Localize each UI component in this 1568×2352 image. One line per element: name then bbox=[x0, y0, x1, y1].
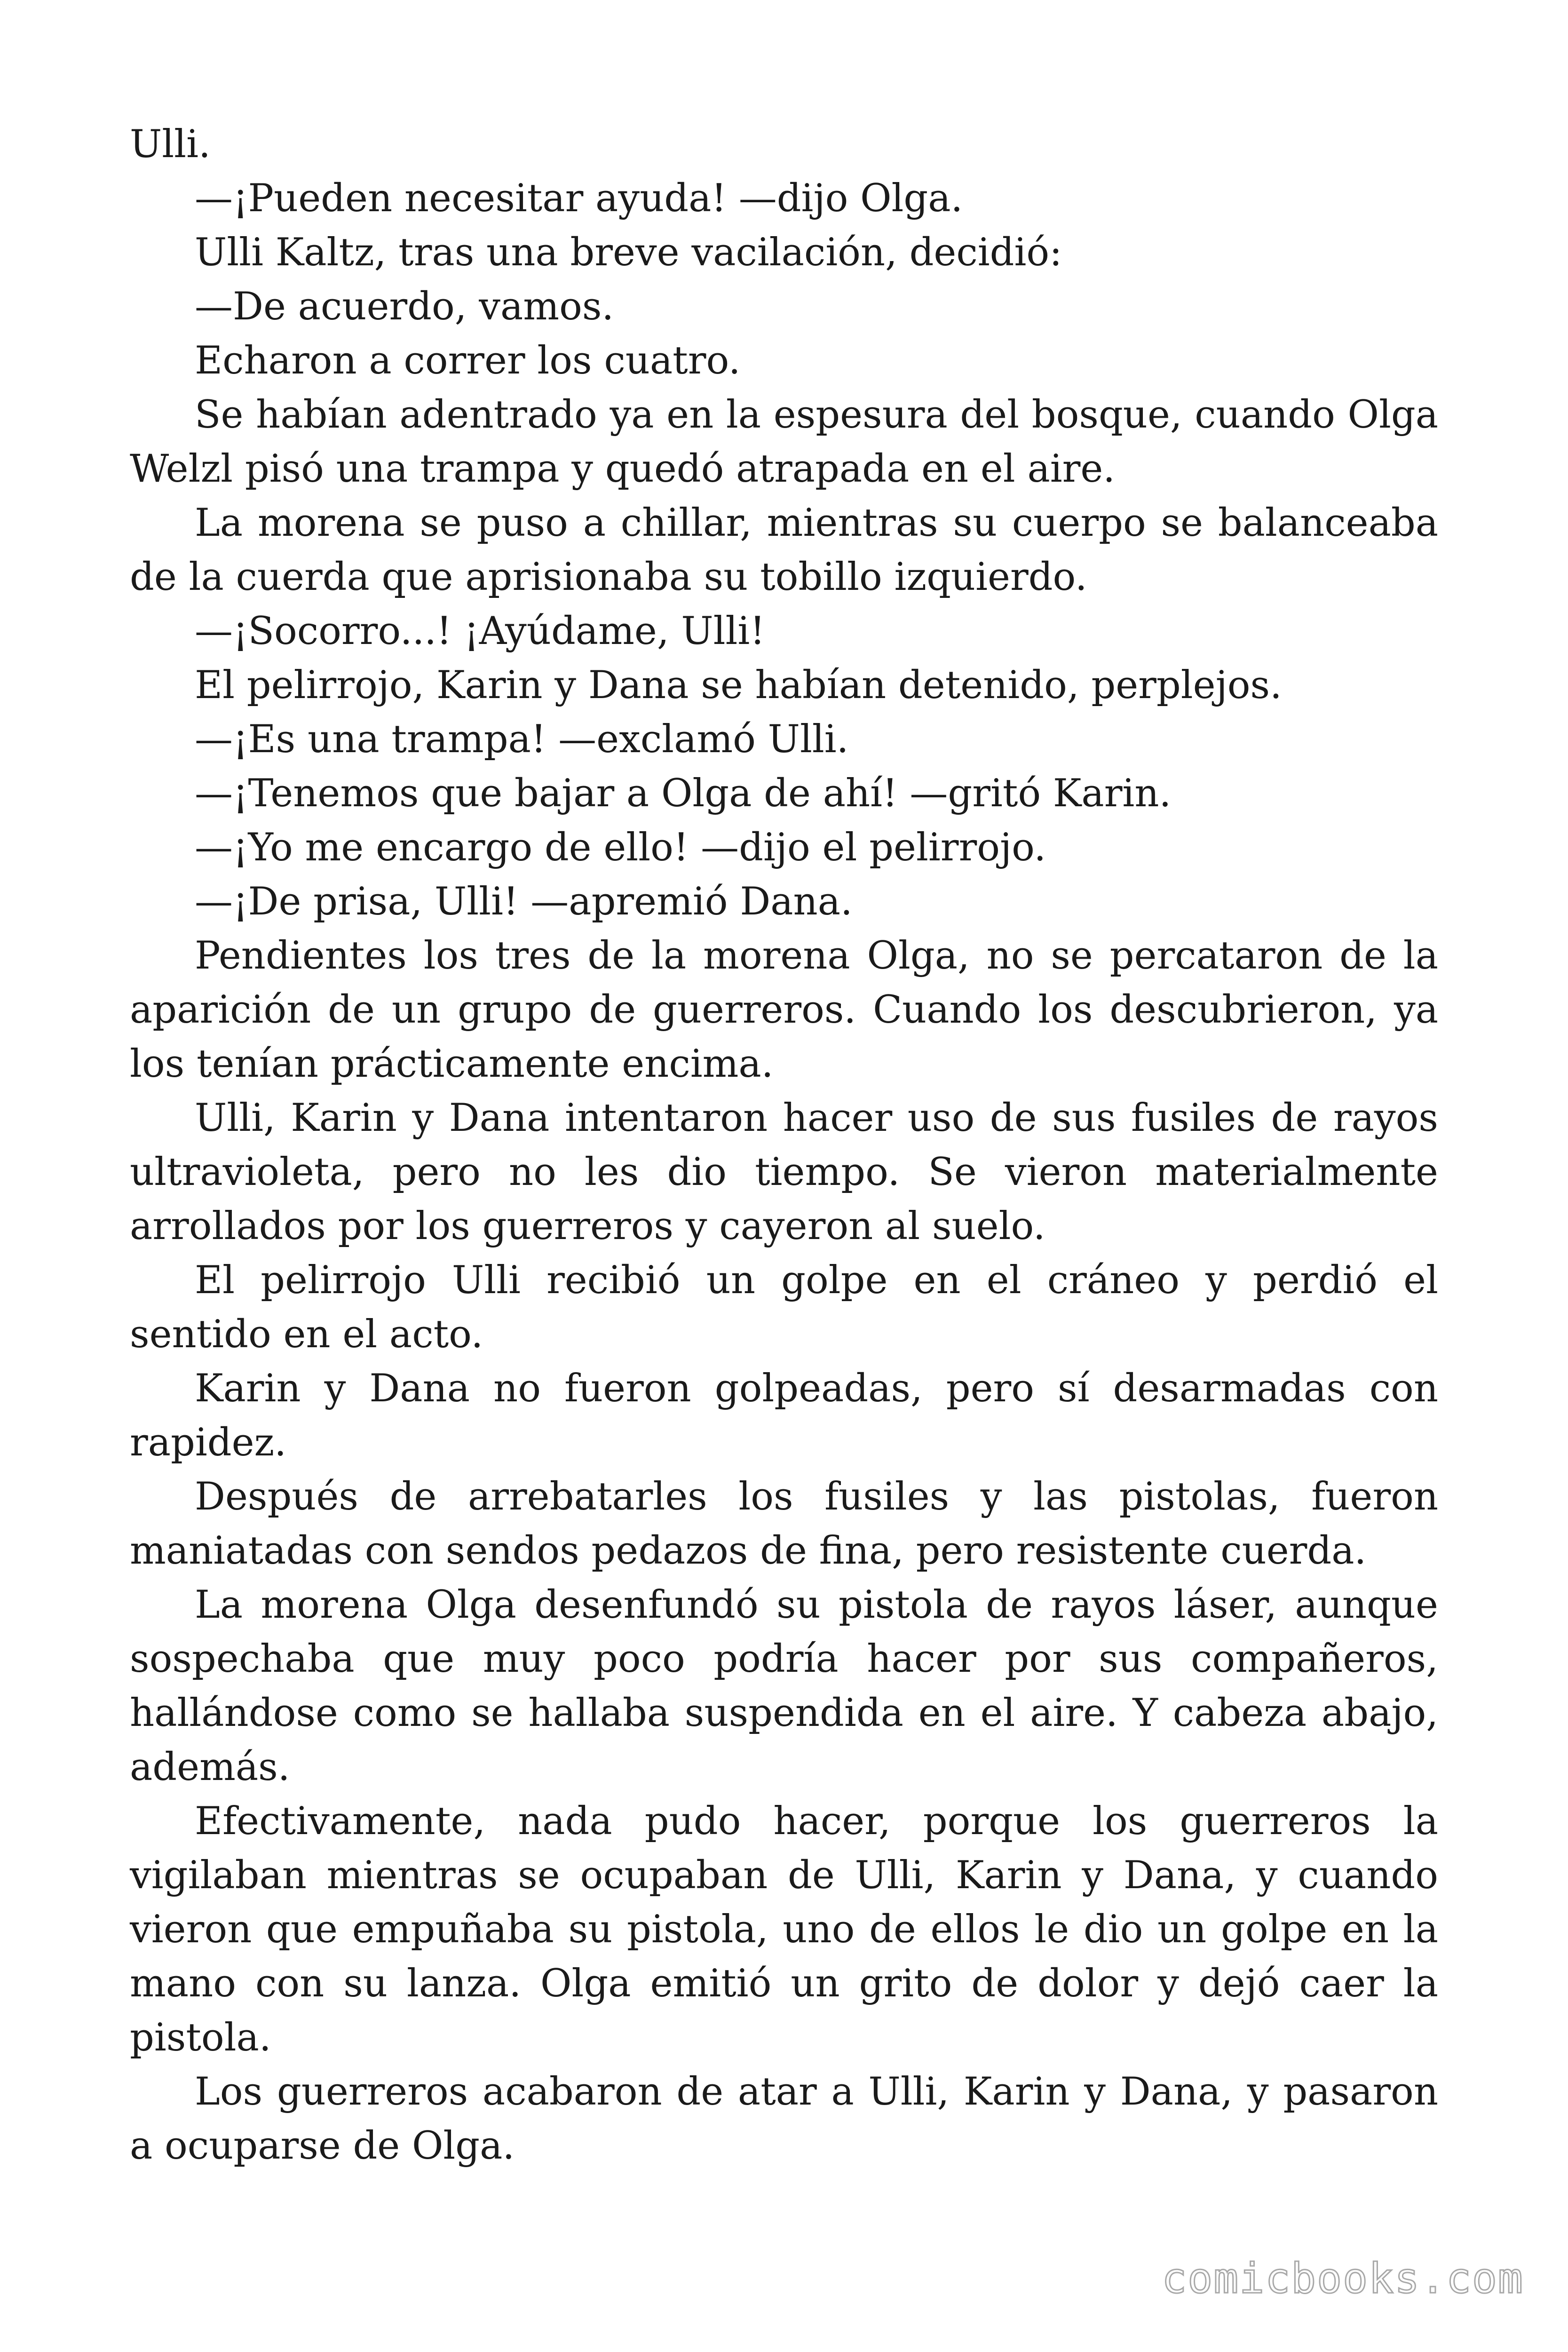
paragraph: Pendientes los tres de la morena Olga, no se percataron de la aparición de un grupo de guerreros. Cuando los descubrieron, ya los tenían prácticamente encima. bbox=[130, 934, 1438, 1086]
paragraph: Se habían adentrado ya en la espesura del bosque, cuando Olga Welzl pisó una trampa y quedó atrapada en el aire. bbox=[130, 393, 1438, 491]
paragraph: El pelirrojo Ulli recibió un golpe en el cráneo y perdió el sentido en el acto. bbox=[130, 1258, 1438, 1357]
paragraph: Ulli Kaltz, tras una breve vacilación, decidió: bbox=[195, 230, 1062, 275]
paragraph: —¡Yo me encargo de ello! —dijo el pelirrojo. bbox=[195, 826, 1046, 870]
paragraph: Karin y Dana no fueron golpeadas, pero sí desarmadas con rapidez. bbox=[130, 1367, 1438, 1465]
paragraph: Los guerreros acabaron de atar a Ulli, Karin y Dana, y pasaron a ocuparse de Olga. bbox=[130, 2070, 1438, 2168]
page-body bbox=[130, 118, 1438, 2173]
paragraph: La morena Olga desenfundó su pistola de rayos láser, aunque sospechaba que muy poco podría hacer por sus compañeros, hallándose como se hallaba suspendida en el aire. Y cabeza abajo, además. bbox=[130, 1583, 1438, 1789]
paragraph: —De acuerdo, vamos. bbox=[195, 285, 614, 329]
paragraph: La morena se puso a chillar, mientras su cuerpo se balanceaba de la cuerda que aprisionaba su tobillo izquierdo. bbox=[130, 501, 1438, 599]
paragraph: Echaron a correr los cuatro. bbox=[195, 339, 741, 383]
paragraph: Ulli. bbox=[130, 122, 211, 167]
paragraph: —¡Socorro...! ¡Ayúdame, Ulli! bbox=[195, 609, 765, 653]
paragraph: Ulli, Karin y Dana intentaron hacer uso de sus fusiles de rayos ultravioleta, pero no les dio tiempo. Se vieron materialmente arrollados por los guerreros y cayeron al suelo. bbox=[130, 1096, 1438, 1248]
paragraph: —¡Es una trampa! —exclamó Ulli. bbox=[195, 717, 849, 762]
watermark: comicbooks.com bbox=[1162, 2254, 1524, 2303]
paragraph: —¡De prisa, Ulli! —apremió Dana. bbox=[195, 880, 853, 924]
paragraph: Efectivamente, nada pudo hacer, porque los guerreros la vigilaban mientras se ocupaban de Ulli, Karin y Dana, y cuando vieron que empuñaba su pistola, uno de ellos le dio un golpe en la mano con su lanza. Olga emitió un grito de dolor y dejó caer la pistola. bbox=[130, 1799, 1438, 2060]
paragraph: —¡Pueden necesitar ayuda! —dijo Olga. bbox=[195, 176, 963, 221]
paragraph: El pelirrojo, Karin y Dana se habían detenido, perplejos. bbox=[195, 663, 1282, 707]
paragraph: —¡Tenemos que bajar a Olga de ahí! —gritó Karin. bbox=[195, 771, 1172, 816]
paragraph: Después de arrebatarles los fusiles y las pistolas, fueron maniatadas con sendos pedazos de fina, pero resistente cuerda. bbox=[130, 1475, 1438, 1573]
